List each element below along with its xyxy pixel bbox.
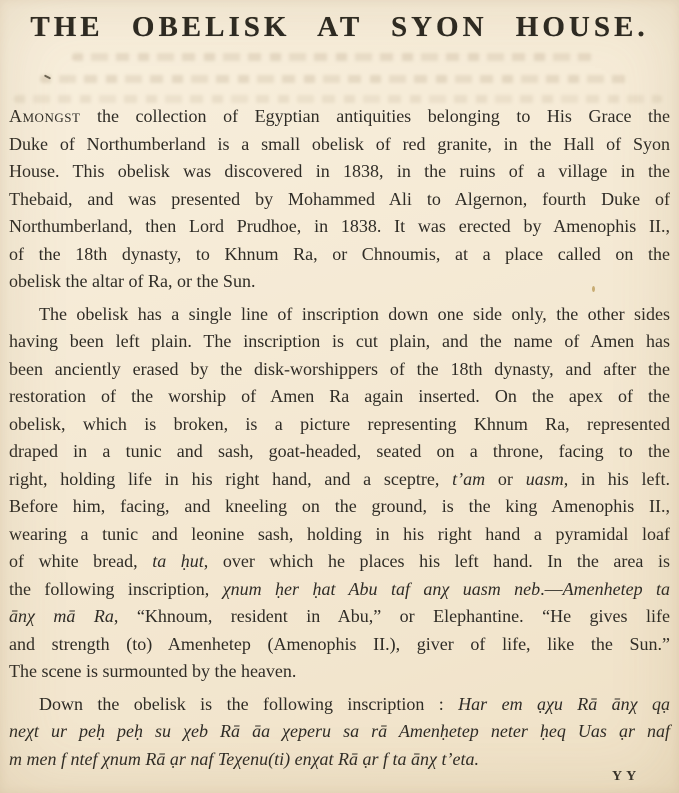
text-run: been anciently erased by the disk-worshippers of the 18th dynasty, and after the <box>9 358 670 379</box>
body-text <box>9 103 670 778</box>
text-run: , over which he places his left hand. In the area is <box>203 551 670 571</box>
text-line <box>9 411 670 439</box>
text-line <box>9 466 670 494</box>
text-line <box>9 603 670 631</box>
paragraph <box>9 301 670 686</box>
text-line <box>9 521 670 549</box>
text-line <box>9 548 670 576</box>
text-run: Amenhetep ta <box>562 578 670 599</box>
paragraph <box>9 103 670 296</box>
text-run: uasm <box>525 468 564 489</box>
paragraph <box>9 691 670 774</box>
text-line <box>9 241 670 269</box>
text-run: m men f ntef χnum Rā ạr naf Teχenu(ti) enχat Rā ạr f ta ānχ t’eta. <box>9 748 479 769</box>
text-line <box>9 213 670 241</box>
text-run: Thebaid, and was presented by Mohammed Ali to Algernon, fourth Duke of <box>9 188 670 209</box>
text-run: the following inscription, <box>9 578 223 599</box>
page-title: THE OBELISK AT SYON HOUSE. <box>30 11 649 43</box>
text-run: Duke of Northumberland is a small obelisk of red granite, in the Hall of Syon <box>9 133 670 154</box>
text-run: obelisk, which is broken, is a picture representing Khnum Ra, represented <box>9 413 670 434</box>
text-run: ānχ mā Ra <box>9 606 114 626</box>
text-run: having been left plain. The inscription is cut plain, and the name of Amen has <box>9 331 670 351</box>
text-run: ta ḥut <box>152 551 204 571</box>
text-run: Before him, facing, and kneeling on the ground, is the king Amenophis II., <box>9 496 670 516</box>
text-run: right, holding life in his right hand, and a sceptre, <box>9 468 453 489</box>
show-through-smudge <box>14 95 662 103</box>
text-run: draped in a tunic and sash, goat-headed, seated on a throne, facing to the <box>9 441 670 461</box>
text-line <box>9 131 670 159</box>
text-run: χnum ḥer ḥat Abu taf anχ uasm neb <box>222 578 541 599</box>
text-line <box>9 438 670 466</box>
signature-mark: YY <box>612 769 641 784</box>
show-through-smudge <box>40 75 632 83</box>
text-run: restoration of the worship of Amen Ra again inserted. On the apex of the <box>9 386 670 406</box>
text-line <box>9 301 670 329</box>
text-run: and strength (to) Amenhetep (Amenophis II.), giver of life, like the Sun.” <box>9 633 670 654</box>
text-run: of white bread, <box>9 551 153 571</box>
text-run: , “Khnoum, resident in Abu,” or Elephantine. “He gives life <box>113 606 670 626</box>
text-run: Amongst <box>9 106 81 126</box>
text-line <box>9 103 670 131</box>
text-run: The obelisk has a single line of inscription down one side only, the other sides <box>39 303 670 324</box>
text-line <box>9 383 670 411</box>
text-run: t’am <box>452 468 486 489</box>
show-through-smudge <box>72 53 592 61</box>
text-run: House. This obelisk was discovered in 1838, in the ruins of a village in the <box>9 161 670 181</box>
text-run: or <box>485 468 526 489</box>
text-run: Har em ạχu Rā ānχ qạ <box>458 693 670 714</box>
text-run: the collection of Egyptian antiquities belonging to His Grace the <box>80 106 670 126</box>
text-line <box>9 328 670 356</box>
text-line <box>9 576 670 604</box>
text-line <box>9 746 670 774</box>
text-run: Down the obelisk is the following inscription : <box>39 693 459 714</box>
text-line <box>9 356 670 384</box>
text-run: , in his left. <box>563 468 671 489</box>
text-line <box>9 158 670 186</box>
text-line <box>9 691 670 719</box>
text-line <box>9 186 670 214</box>
text-run: obelisk the altar of Ra, or the Sun. <box>9 271 256 291</box>
text-run: of the 18th dynasty, to Khnum Ra, or Chnoumis, at a place called on the <box>9 243 670 264</box>
text-run: neχt ur peḥ peḥ su χeb Rā āa χeperu sa rā Amenḥetep neter ḥeq Uas ạr naf <box>9 721 670 741</box>
text-line <box>9 718 670 746</box>
text-run: wearing a tunic and leonine sash, holding in his right hand a pyramidal loaf <box>9 523 670 544</box>
text-run: .— <box>540 578 563 599</box>
text-line <box>9 268 670 296</box>
text-line <box>9 493 670 521</box>
text-run: The scene is surmounted by the heaven. <box>9 661 297 681</box>
text-run: Northumberland, then Lord Prudhoe, in 1838. It was erected by Amenophis II., <box>9 216 670 236</box>
text-line <box>9 658 670 686</box>
text-line <box>9 631 670 659</box>
